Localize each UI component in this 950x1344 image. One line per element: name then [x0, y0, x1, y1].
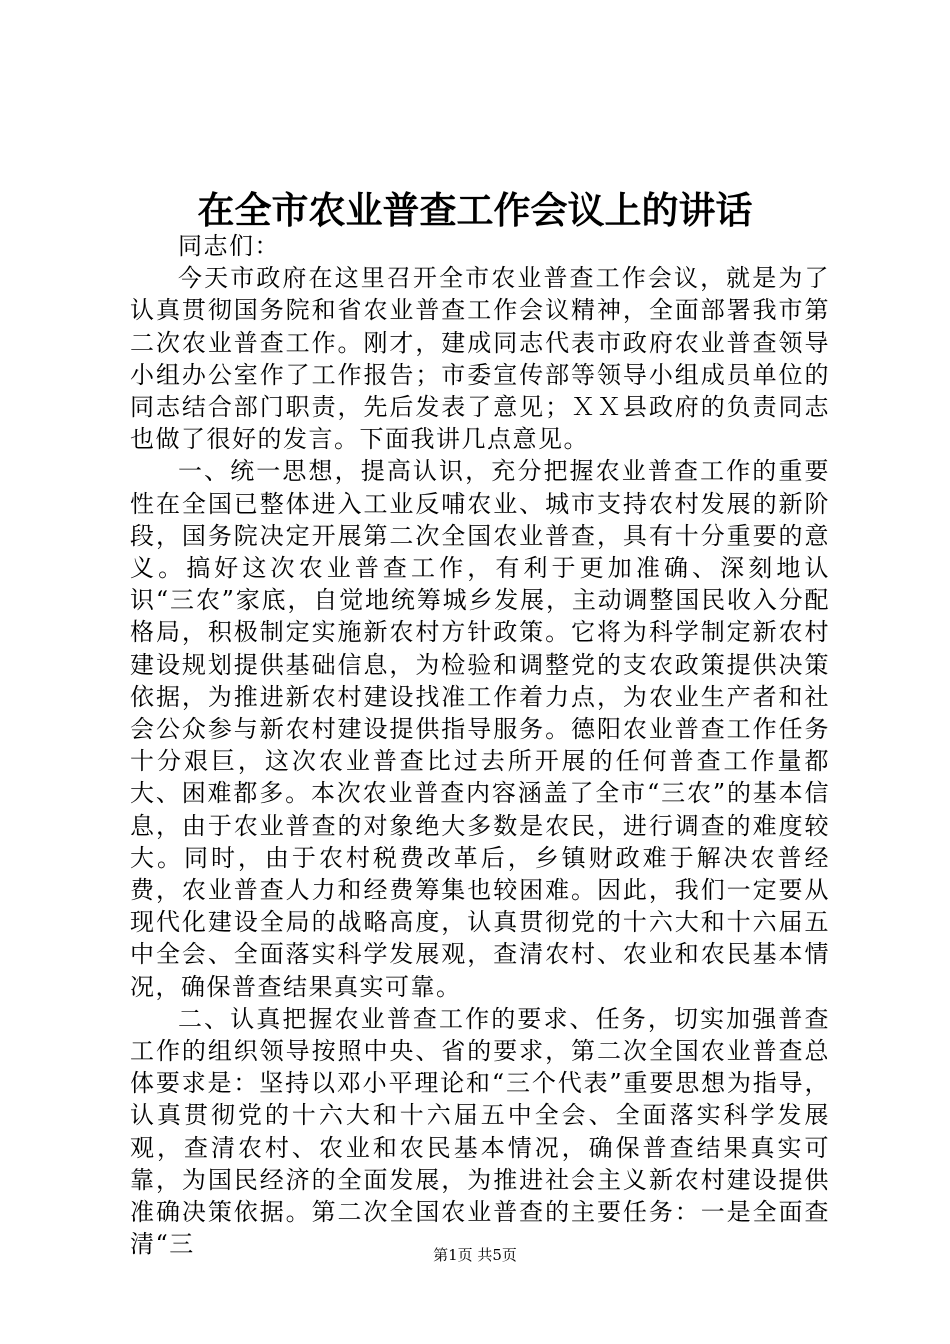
greeting: 同志们： [178, 232, 280, 260]
page-number-footer: 第1页 共5页 [433, 1246, 517, 1264]
paragraph-section-two: 二、认真把握农业普查工作的要求、任务，切实加强普查工作的组织领导按照中央、省的要求，第二次全国农业普查总体要求是：坚持以邓小平理论和“三个代表”重要思想为指导，认真贯彻党的十六大和十六届五中全会、全面落实科学发展观，查清农村、农业和农民基本情况，确保普查结果真实可靠，为国民经济的全面发展，为推进社会主义新农村建设提供准确决策依据。第二次全国农业普查的主要任务：一是全面查清“三 [130, 1004, 830, 1259]
paragraph-section-one: 一、统一思想，提高认识，充分把握农业普查工作的重要性在全国已整体进入工业反哺农业、城市支持农村发展的新阶段，国务院决定开展第二次全国农业普查，具有十分重要的意义。搞好这次农业普查工作，有利于更加准确、深刻地认识“三农”家底，自觉地统筹城乡发展，主动调整国民收入分配格局，积极制定实施新农村方针政策。它将为科学制定新农村建设规划提供基础信息，为检验和调整党的支农政策提供决策依据，为推进新农村建设找准工作着力点，为农业生产者和社会公众参与新农村建设提供指导服务。德阳农业普查工作任务十分艰巨，这次农业普查比过去所开展的任何普查工作量都大、困难都多。本次农业普查内容涵盖了全市“三农”的基本信息，由于农业普查的对象绝大多数是农民，进行调查的难度较大。同时，由于农村税费改革后，乡镇财政难于解决农普经费，农业普查人力和经费筹集也较困难。因此，我们一定要从现代化建设全局的战略高度，认真贯彻党的十六大和十六届五中全会、全面落实科学发展观，查清农村、农业和农民基本情况，确保普查结果真实可靠。 [130, 457, 830, 1001]
paragraph-opening: 今天市政府在这里召开全市农业普查工作会议，就是为了认真贯彻国务院和省农业普查工作会议精神，全面部署我市第二次农业普查工作。刚才，建成同志代表市政府农业普查领导小组办公室作了工作报告；市委宣传部等领导小组成员单位的同志结合部门职责，先后发表了意见；ＸＸ县政府的负责同志也做了很好的发言。下面我讲几点意见。 [130, 264, 830, 454]
document-title: 在全市农业普查工作会议上的讲话 [197, 188, 753, 232]
document-body [130, 230, 830, 1261]
